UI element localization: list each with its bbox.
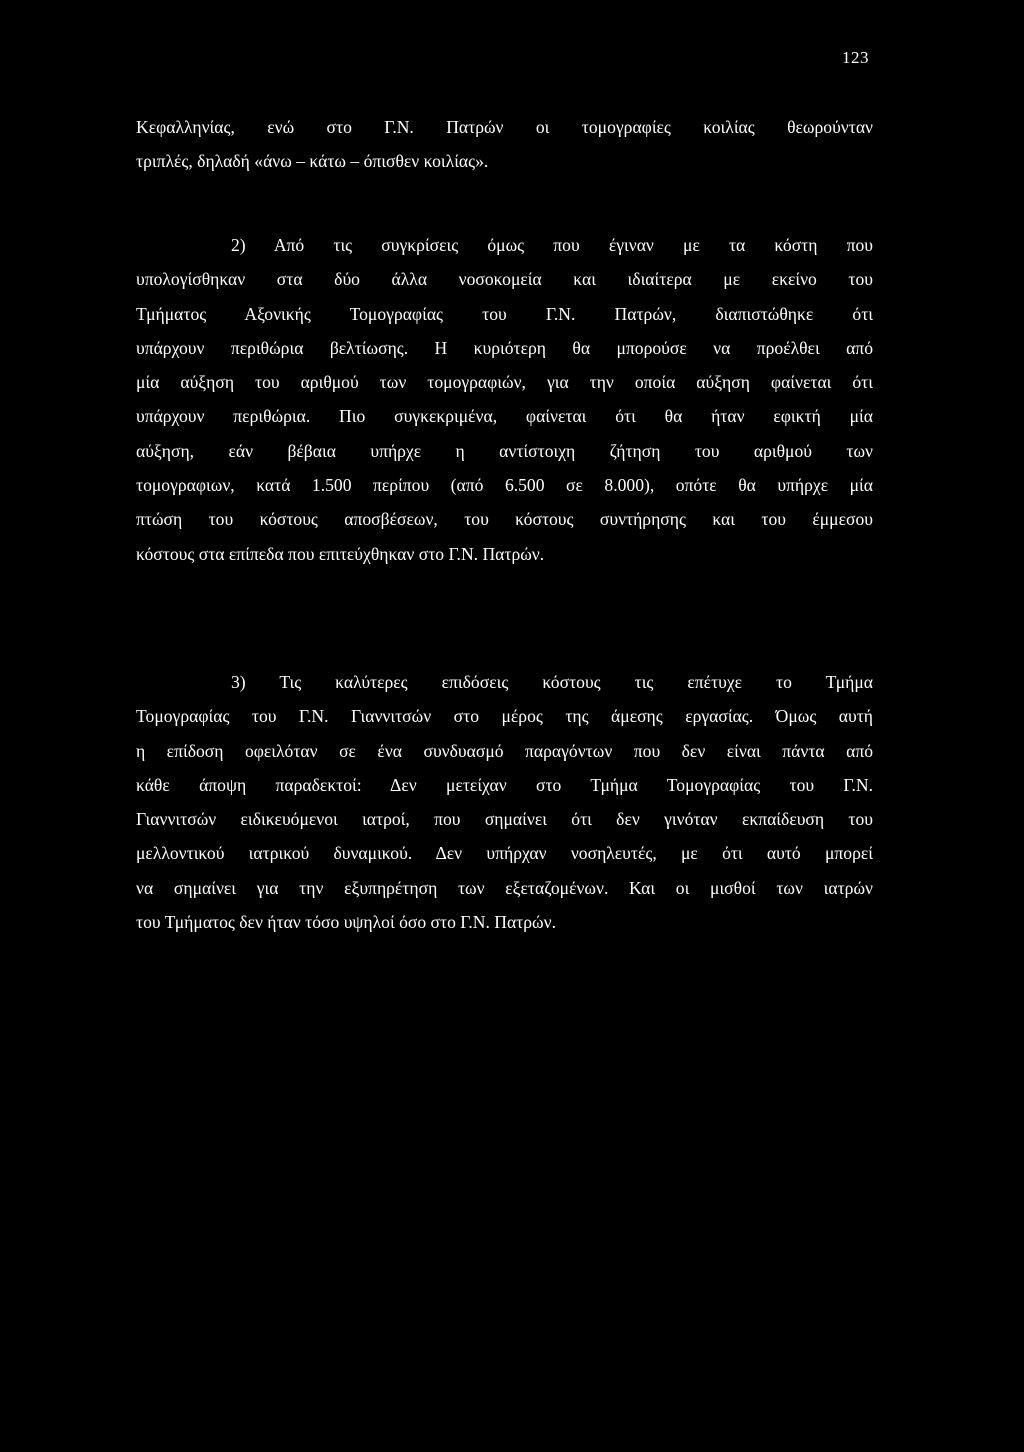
text-line: να σημαίνει για την εξυπηρέτηση των εξεταζομένων. Και οι μισθοί των ιατρών [136,877,873,898]
text-line: του Τμήματος δεν ήταν τόσο υψηλοί όσο στο Γ.Ν. Πατρών. [136,912,556,933]
text-line: μία αύξηση του αριθμού των τομογραφιών, για την οποία αύξηση φαίνεται ότι [136,372,873,393]
text-line: Τομογραφίας του Γ.Ν. Γιαννιτσών στο μέρος της άμεσης εργασίας. Όμως αυτή [136,706,873,727]
text-line: Γιαννιτσών ειδικευόμενοι ιατροί, που σημαίνει ότι δεν γινόταν εκπαίδευση του [136,809,873,830]
text-line: αύξηση, εάν βέβαια υπήρχε η αντίστοιχη ζήτηση του αριθμού των [136,440,873,461]
paragraph-point-2 [136,228,873,571]
text-line: κόστους στα επίπεδα που επιτεύχθηκαν στο Γ.Ν. Πατρών. [136,543,545,564]
text-line: 3) Τις καλύτερες επιδόσεις κόστους τις επέτυχε το Τμήμα [231,672,873,692]
text-line: υπάρχουν περιθώρια βελτίωσης. Η κυριότερη θα μπορούσε να προέλθει από [136,337,873,358]
text-line: τριπλές, δηλαδή «άνω – κάτω – όπισθεν κοιλίας». [136,151,489,172]
text-line: Κεφαλληνίας, ενώ στο Γ.Ν. Πατρών οι τομογραφίες κοιλίας θεωρούνταν [136,117,873,137]
text-line: τομογραφιων, κατά 1.500 περίπου (από 6.500 σε 8.000), οπότε θα υπήρχε μία [136,475,873,496]
paragraph-point-3 [136,665,873,939]
text-line: μελλοντικού ιατρικού δυναμικού. Δεν υπήρχαν νοσηλευτές, με ότι αυτό μπορεί [136,843,873,864]
text-line: Τμήματος Αξονικής Τομογραφίας του Γ.Ν. Πατρών, διαπιστώθηκε ότι [136,303,873,324]
text-line: υπολογίσθηκαν στα δύο άλλα νοσοκομεία και ιδιαίτερα με εκείνο του [136,269,873,290]
text-line: κάθε άποψη παραδεκτοί: Δεν μετείχαν στο Τμήμα Τομογραφίας του Γ.Ν. [136,774,873,795]
text-line: υπάρχουν περιθώρια. Πιο συγκεκριμένα, φαίνεται ότι θα ήταν εφικτή μία [136,406,873,427]
page-number: 123 [842,48,869,67]
text-line: 2) Από τις συγκρίσεις όμως που έγιναν με τα κόστη που [231,235,873,255]
paragraph-continuation [136,110,873,179]
text-line: πτώση του κόστους αποσβέσεων, του κόστους συντήρησης και του έμμεσου [136,509,873,530]
text-line: η επίδοση οφειλόταν σε ένα συνδυασμό παραγόντων που δεν είναι πάντα από [136,740,873,761]
